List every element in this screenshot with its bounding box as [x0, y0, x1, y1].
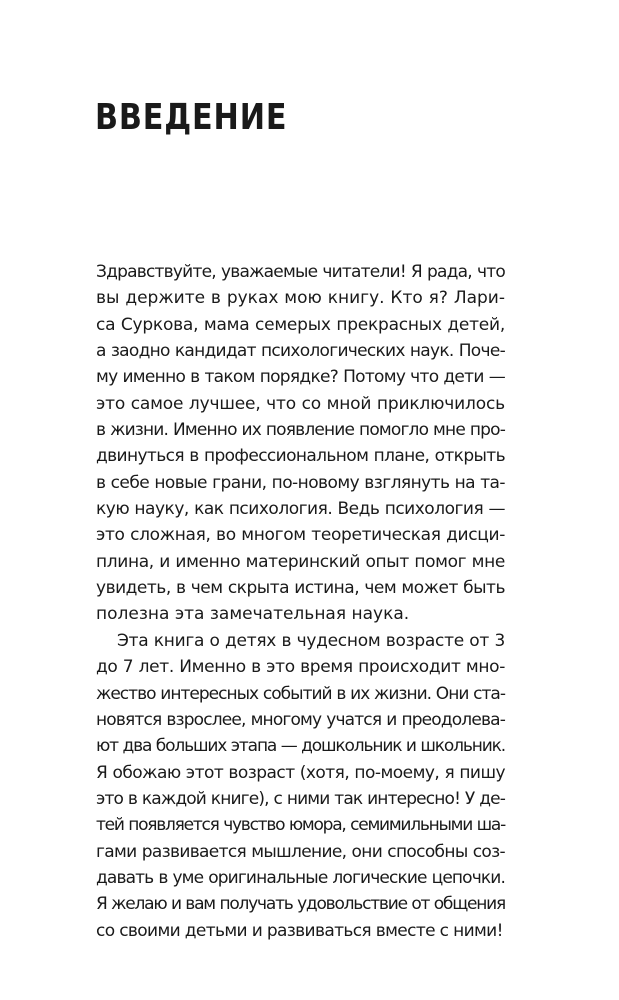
text-line: двинуться в профессиональном плане, открыть [96, 446, 505, 467]
text-line: новятся взрослее, многому учатся и преодолева- [96, 709, 505, 730]
text-line: это в каждой книге), с ними так интересно! У де- [96, 788, 505, 809]
text-line: му именно в таком порядке? Потому что дети — [96, 367, 505, 388]
text-line: вы держите в руках мою книгу. Кто я? Лари- [96, 288, 505, 309]
text-line: гами развивается мышление, они способны соз- [96, 841, 505, 862]
text-line: а заодно кандидат психологических наук. Поче- [96, 341, 505, 362]
text-line: ют два больших этапа — дошкольник и школьник. [96, 736, 505, 757]
paragraph-2 [96, 628, 505, 944]
text-line: полезна эта замечательная наука. [96, 604, 410, 625]
text-line: кую науку, как психология. Ведь психология — [96, 499, 505, 520]
chapter-body [96, 259, 505, 944]
text-line: плина, и именно материнский опыт помог мне [96, 551, 505, 572]
text-line: давать в уме оригинальные логические цепочки. [96, 867, 505, 888]
text-line: тей появляется чувство юмора, семимильными ша- [96, 815, 505, 836]
text-line: это самое лучшее, что со мной приключилось [96, 393, 505, 414]
text-line: Я желаю и вам получать удовольствие от общения [96, 894, 505, 915]
text-line: жество интересных событий в их жизни. Они ста- [96, 683, 505, 704]
text-line: Здравствуйте, уважаемые читатели! Я рада, что [96, 262, 505, 282]
paragraph-1 [96, 259, 505, 628]
text-line: это сложная, во многом теоретическая дисци- [96, 525, 505, 546]
text-line: Эта книга о детях в чудесном возрасте от 3 [117, 630, 505, 651]
text-line: са Суркова, мама семерых прекрасных детей, [96, 314, 505, 335]
text-line: со своими детьми и развиваться вместе с ними! [96, 920, 503, 941]
text-line: до 7 лет. Именно в это время происходит мно- [96, 657, 505, 678]
chapter-title: ВВЕДЕНИЕ [95, 97, 288, 138]
text-line: в себе новые грани, по-новому взглянуть на та- [96, 472, 505, 493]
text-line: в жизни. Именно их появление помогло мне про- [96, 420, 505, 441]
text-line: Я обожаю этот возраст (хотя, по-моему, я пишу [96, 762, 505, 783]
text-line: увидеть, в чем скрыта истина, чем может быть [96, 578, 505, 599]
